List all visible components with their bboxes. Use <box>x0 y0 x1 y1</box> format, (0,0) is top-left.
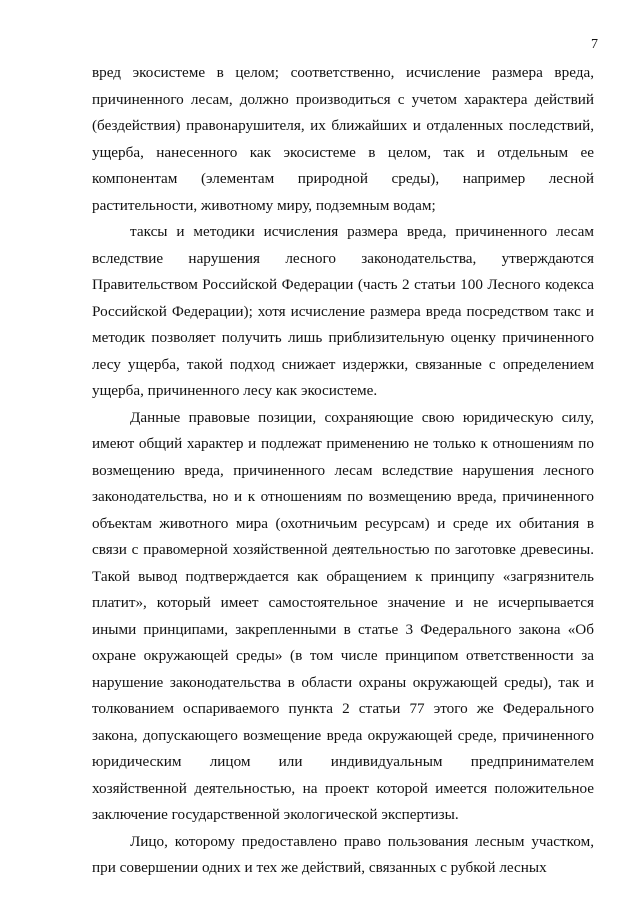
page-number: 7 <box>591 37 598 52</box>
paragraph-2: таксы и методики исчисления размера вреда, причиненного лесам вследствие нарушения лесного законодательства, утверждаются Правительством Российской Федерации (часть 2 статьи 100 Лесного кодекса Российской Федерации); хотя исчисление размера вреда посредством такс и методик позволяет получить лишь приблизительную оценку причиненного лесу ущерба, такой подход снижает издержки, связанные с определением ущерба, причиненного лесу как экосистеме. <box>92 223 594 399</box>
paragraph-1: вред экосистеме в целом; соответственно, исчисление размера вреда, причиненного лесам, должно производиться с учетом характера действий (бездействия) правонарушителя, их ближайших и отдаленных последствий, ущерба, нанесенного как экосистеме в целом, так и отдельным ее компонентам (элементам природной среды), например лесной растительности, животному миру, подземным водам; <box>92 64 594 214</box>
paragraph-3: Данные правовые позиции, сохраняющие свою юридическую силу, имеют общий характер и подлежат применению не только к отношениям по возмещению вреда, причиненного лесам вследствие нарушения лесного законодательства, но и к отношениям по возмещению вреда, причиненного объектам животного мира (охотничьим ресурсам) и среде их обитания в связи с правомерной хозяйственной деятельностью по заготовке древесины. Такой вывод подтверждается как обращением к принципу «загрязнитель платит», который имеет самостоятельное значение и не исчерпывается иными принципами, закрепленными в статье 3 Федерального закона «Об охране окружающей среды» (в том числе принципом ответственности за нарушение законодательства в области охраны окружающей среды), так и толкованием оспариваемого пункта 2 статьи 77 этого же Федерального закона, допускающего возмещение вреда окружающей среде, причиненного юридическим лицом или индивидуальным предпринимателем хозяйственной деятельностью, на проект которой имеется положительное заключение государственной экологической экспертизы. <box>92 408 594 823</box>
paragraph-4: Лицо, которому предоставлено право пользования лесным участком, при совершении одних и тех же действий, связанных с рубкой лесных <box>92 832 594 876</box>
document-body <box>92 60 594 882</box>
